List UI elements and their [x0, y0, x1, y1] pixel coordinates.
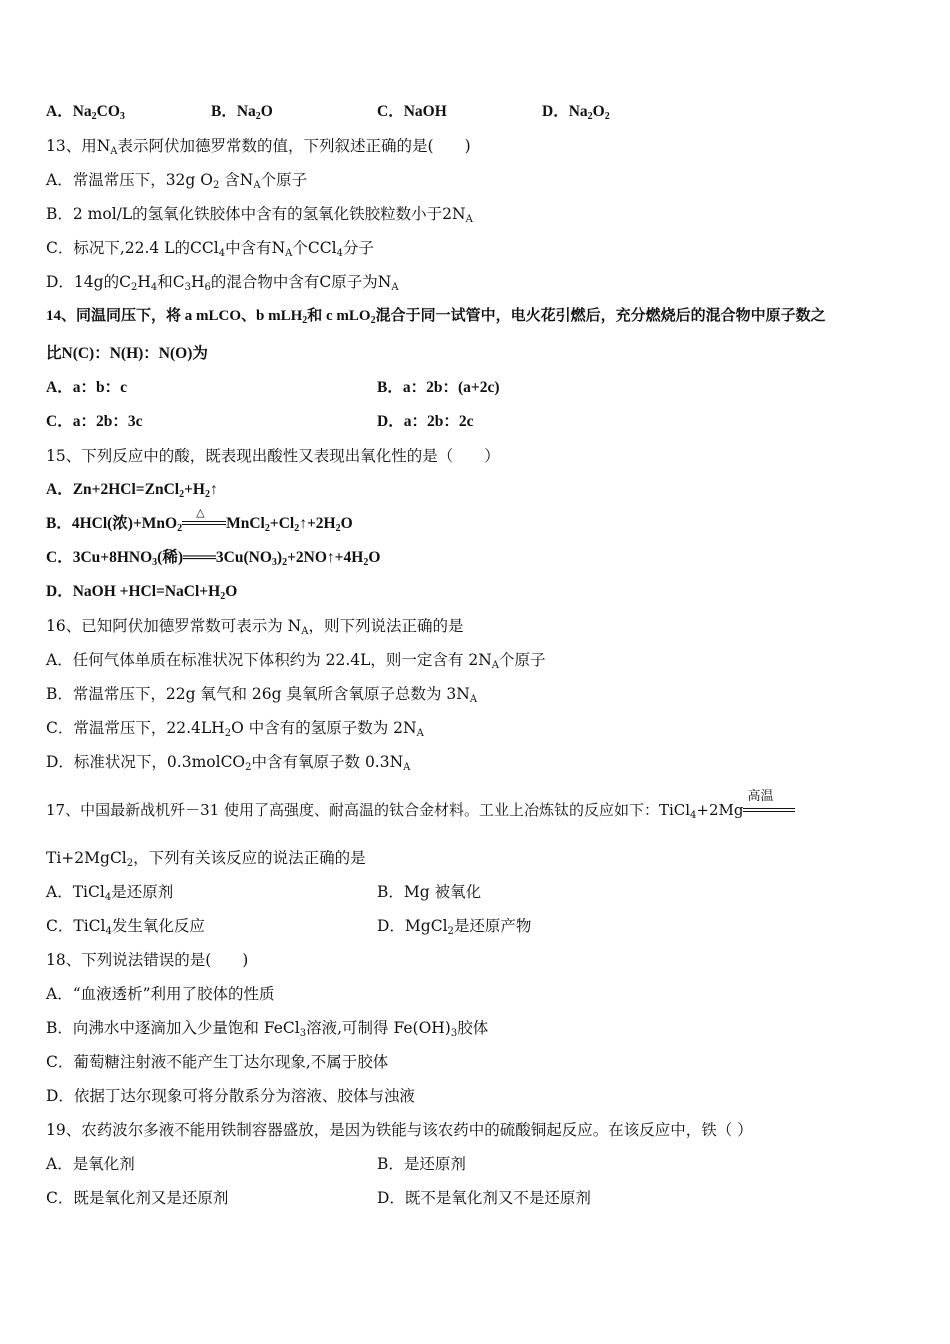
q13-stem: 13、用$N_A$表示阿伏加德罗常数的值，下列叙述正确的是( ): [46, 137, 471, 157]
q17-option-b: B．Mg 被氧化: [377, 883, 482, 901]
q16-option-d: D．标准状况下，0.3molCO$_2$中含有氧原子数 $0.3N_A$: [46, 753, 411, 773]
q16-option-b: B．常温常压下，22g 氧气和 26g 臭氧所含氧原子总数为 $3N_A$: [46, 685, 478, 705]
q14-stem-line1: 14、同温同压下，将 a mLCO、b mLH$_2$和 c mLO$_2$混合于同一试管中，电火花引燃后，充分燃烧后的混合物中原子数之: [46, 308, 826, 326]
q19-option-d: D．既不是氧化剂又不是还原剂: [377, 1189, 591, 1207]
q13-option-c: C．标况下,22.4 L的CCl$_4$中含有$N_A$个CCl$_4$分子: [46, 239, 374, 259]
q15-option-b: B．4HCl(浓)+MnO$_2$ △ $MnCl_2+Cl_2↑+2H_2O$: [46, 507, 353, 534]
q18-option-c: C．葡萄糖注射液不能产生丁达尔现象,不属于胶体: [46, 1053, 389, 1071]
q19-option-a: A．是氧化剂: [46, 1155, 135, 1173]
q13-option-b: B．2 mol/L的氢氧化铁胶体中含有的氢氧化铁胶粒数小于$2N_A$: [46, 205, 473, 225]
q18-option-a: A．“血液透析”利用了胶体的性质: [46, 985, 275, 1003]
q18-option-b: B．向沸水中逐滴加入少量饱和 FeCl$_3$溶液,可制得 $Fe(OH)_3$胶体: [46, 1019, 489, 1039]
heat-condition-arrow: △: [182, 517, 226, 531]
q18-option-d: D．依据丁达尔现象可将分散系分为溶液、胶体与浊液: [46, 1087, 415, 1105]
q17-option-d: D．MgCl$_2$是还原产物: [377, 917, 532, 937]
high-temp-condition-arrow: 高温: [743, 804, 795, 818]
q12-option-b: B．$Na_2O$: [211, 103, 273, 122]
q14-option-c: C．a：2b：3c: [46, 413, 143, 430]
q19-stem: 19、农药波尔多液不能用铁制容器盛放，是因为铁能与该农药中的硫酸铜起反应。在该反应中，铁（ ）: [46, 1121, 753, 1139]
q17-stem-line2: Ti+2MgCl$_2$，下列有关该反应的说法正确的是: [46, 849, 366, 869]
q15-option-d: D．NaOH $+HCl=NaCl+H_2O$: [46, 583, 238, 602]
q17-option-a: A．TiCl$_4$是还原剂: [46, 883, 174, 903]
q19-option-c: C．既是氧化剂又是还原剂: [46, 1189, 229, 1207]
q14-option-b: B．a：2b：(a+2c): [377, 379, 500, 396]
q17-stem-line1: 17、中国最新战机歼－31 使用了高强度、耐高温的钛合金材料。工业上冶炼钛的反应如下：TiCl$_4$+2Mg 高温: [46, 800, 795, 820]
q19-option-b: B．是还原剂: [377, 1155, 466, 1173]
q14-option-a: A．a：b：c: [46, 379, 127, 396]
q16-stem: 16、已知阿伏加德罗常数可表示为 $N_A$，则下列说法正确的是: [46, 617, 464, 637]
q18-stem: 18、下列说法错误的是( ): [46, 951, 249, 969]
q12-option-a: A．$Na_2CO_3$: [46, 103, 125, 122]
q13-option-d: D．14g的$C_2H_4$和$C_3H_6$的混合物中含有C原子为$N_A$: [46, 273, 399, 293]
q12-option-d: D．$Na_2O_2$: [542, 103, 610, 122]
q14-option-d: D．a：2b：2c: [377, 413, 474, 430]
q15-stem: 15、下列反应中的酸，既表现出酸性又表现出氧化性的是（ ）: [46, 447, 500, 465]
q16-option-a: A．任何气体单质在标准状况下体积约为 22.4L，则一定含有 $2N_A$个原子: [46, 651, 546, 671]
q17-option-c: C．TiCl$_4$发生氧化反应: [46, 917, 205, 937]
q15-option-a: A．$Zn+2HCl=ZnCl_2+H_2↑$: [46, 481, 218, 500]
q12-option-c: C．NaOH: [377, 103, 447, 120]
q13-option-a: A．常温常压下，32g $O_2$ 含$N_A$个原子: [46, 171, 308, 191]
q14-stem-line2: 比N(C)：N(H)：N(O)为: [46, 345, 208, 362]
q16-option-c: C．常温常压下，$22.4LH_2O$ 中含有的氢原子数为 $2N_A$: [46, 719, 424, 739]
q15-option-c: C．$3Cu+8HNO_3$(稀)$═══3Cu(NO_3)_2+2NO↑+4H_2O$: [46, 549, 381, 568]
